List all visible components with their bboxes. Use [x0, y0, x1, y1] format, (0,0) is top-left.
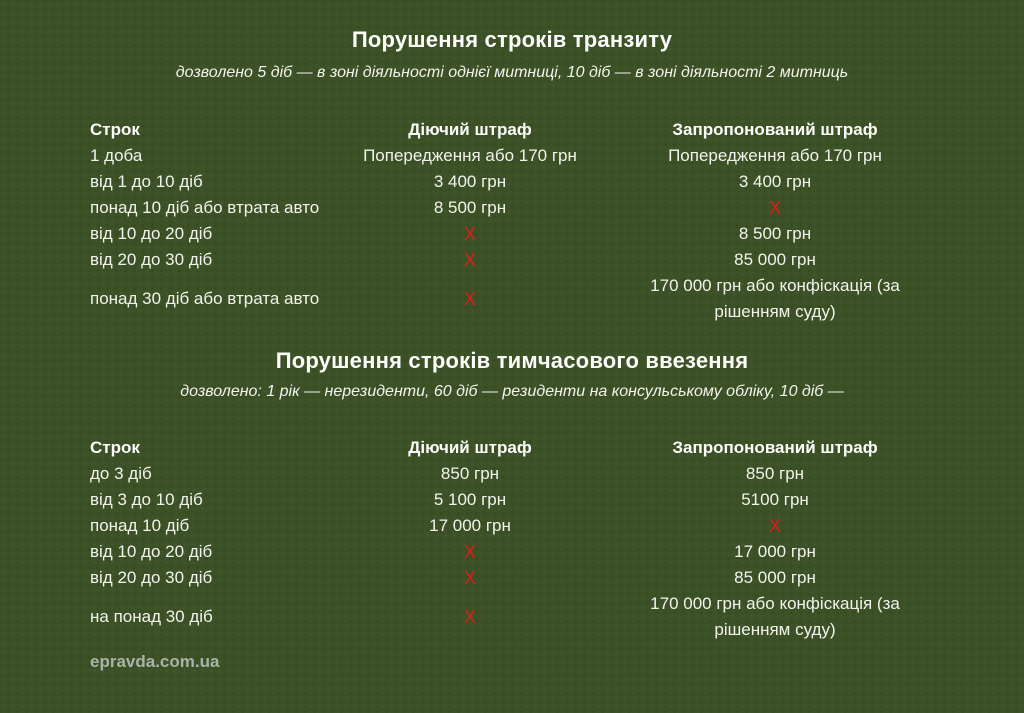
term-cell: від 10 до 20 діб: [90, 542, 213, 561]
table-row: [90, 565, 940, 591]
column-header-proposed: Запропонований штраф: [672, 120, 878, 139]
term-cell: від 20 до 30 діб: [90, 568, 213, 587]
fines-section: [0, 349, 1024, 643]
column-header-term: Строк: [90, 120, 140, 139]
table-row: [90, 591, 940, 643]
section-subtitle: дозволено: 1 рік — нерезиденти, 60 діб — резиденти на консульському обліку, 10 діб —: [180, 383, 844, 400]
term-cell: понад 30 діб або втрата авто: [90, 289, 320, 308]
section-title: Порушення строків тимчасового ввезення: [275, 348, 749, 373]
table-body: [90, 143, 940, 325]
x-mark: X: [463, 289, 476, 309]
table-row: [90, 221, 940, 247]
current-fine-cell: 3 400 грн: [433, 172, 507, 191]
fines-section: [0, 28, 1024, 325]
proposed-fine-cell: 170 000 грн або конфіскація (за рішенням суду): [650, 276, 900, 321]
proposed-fine-cell: 3 400 грн: [738, 172, 812, 191]
sections: [0, 28, 1024, 643]
table-row: [90, 169, 940, 195]
table-row: [90, 143, 940, 169]
term-cell: від 3 до 10 діб: [90, 490, 203, 509]
current-fine-cell: Попередження або 170 грн: [363, 146, 577, 165]
term-cell: 1 доба: [90, 146, 143, 165]
current-fine-cell: 8 500 грн: [433, 198, 507, 217]
column-header-proposed: Запропонований штраф: [672, 438, 878, 457]
x-mark: X: [463, 250, 476, 270]
column-header-current: Діючий штраф: [408, 120, 532, 139]
watermark: epravda.com.ua: [90, 652, 220, 671]
column-header-term: Строк: [90, 438, 140, 457]
table-row: [90, 539, 940, 565]
x-mark: X: [463, 607, 476, 627]
term-cell: на понад 30 діб: [90, 607, 213, 626]
term-cell: від 1 до 10 діб: [90, 172, 203, 191]
section-title: Порушення строків транзиту: [351, 27, 673, 52]
x-mark: X: [463, 542, 476, 562]
term-cell: від 20 до 30 діб: [90, 250, 213, 269]
table-body: [90, 461, 940, 643]
proposed-fine-cell: Попередження або 170 грн: [668, 146, 882, 165]
x-mark: X: [768, 198, 781, 218]
proposed-fine-cell: 85 000 грн: [734, 568, 816, 587]
term-cell: до 3 діб: [90, 464, 152, 483]
table-row: [90, 247, 940, 273]
term-cell: понад 10 діб: [90, 516, 190, 535]
proposed-fine-cell: 85 000 грн: [734, 250, 816, 269]
table-row: [90, 273, 940, 325]
column-header-current: Діючий штраф: [408, 438, 532, 457]
x-mark: X: [463, 224, 476, 244]
section-subtitle: дозволено 5 діб — в зоні діяльності однієї митниці, 10 діб — в зоні діяльності 2 митниць: [175, 64, 849, 81]
term-cell: понад 10 діб або втрата авто: [90, 198, 320, 217]
x-mark: X: [463, 568, 476, 588]
proposed-fine-cell: 5100 грн: [741, 490, 809, 509]
fines-table: [90, 435, 940, 643]
table-row: [90, 513, 940, 539]
fines-table: [90, 117, 940, 325]
proposed-fine-cell: 8 500 грн: [738, 224, 812, 243]
table-row: [90, 487, 940, 513]
table-row: [90, 195, 940, 221]
current-fine-cell: 17 000 грн: [429, 516, 511, 535]
proposed-fine-cell: 850 грн: [745, 464, 805, 483]
term-cell: від 10 до 20 діб: [90, 224, 213, 243]
x-mark: X: [768, 516, 781, 536]
table-header-row: [90, 435, 940, 461]
proposed-fine-cell: 170 000 грн або конфіскація (за рішенням суду): [650, 594, 900, 639]
current-fine-cell: 5 100 грн: [433, 490, 507, 509]
table-row: [90, 461, 940, 487]
current-fine-cell: 850 грн: [440, 464, 500, 483]
table-header-row: [90, 117, 940, 143]
proposed-fine-cell: 17 000 грн: [734, 542, 816, 561]
